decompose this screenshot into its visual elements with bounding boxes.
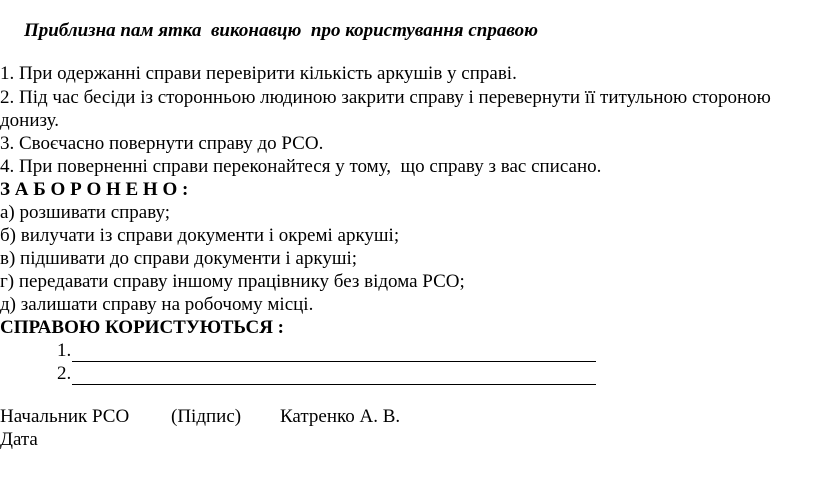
forbidden-item-v: в) підшивати до справи документи і аркуші; [0,248,358,269]
user-slot-blank-line [72,366,596,385]
date-label: Дата [0,429,38,450]
user-slot-blank-line [72,343,596,362]
rule-line-1: 1. При одержанні справи перевірити кількість аркушів у справі. [0,63,517,84]
forbidden-item-g: г) передавати справу іншому працівнику без відома РСО; [0,271,465,292]
signature-name: Катренко А. В. [280,406,401,427]
rule-line-2-cont: донизу. [0,110,59,131]
rule-line-2: 2. Під час бесіди із сторонньою людиною закрити справу і перевернути її титульною стороною [0,87,771,108]
signature-label: (Підпис) [171,406,242,427]
user-slot-2 [57,362,596,385]
user-slot-number: 2. [57,363,72,384]
forbidden-heading: З А Б О Р О Н Е Н О : [0,179,189,200]
user-slot-number: 1. [57,340,72,361]
forbidden-item-b: б) вилучати із справи документи і окремі аркуші; [0,225,400,246]
users-heading: СПРАВОЮ КОРИСТУЮТЬСЯ : [0,317,284,338]
rule-line-3: 3. Своєчасно повернути справу до РСО. [0,133,324,154]
user-slot-1 [57,339,596,362]
forbidden-item-d: д) залишати справу на робочому місці. [0,294,314,315]
forbidden-item-a: а) розшивати справу; [0,202,171,223]
rule-line-4: 4. При поверненні справи переконайтеся у тому, що справу з вас списано. [0,156,602,177]
page-title: Приблизна пам ятка виконавцю про користування справою [24,20,538,41]
signature-position: Начальник РСО [0,406,130,427]
